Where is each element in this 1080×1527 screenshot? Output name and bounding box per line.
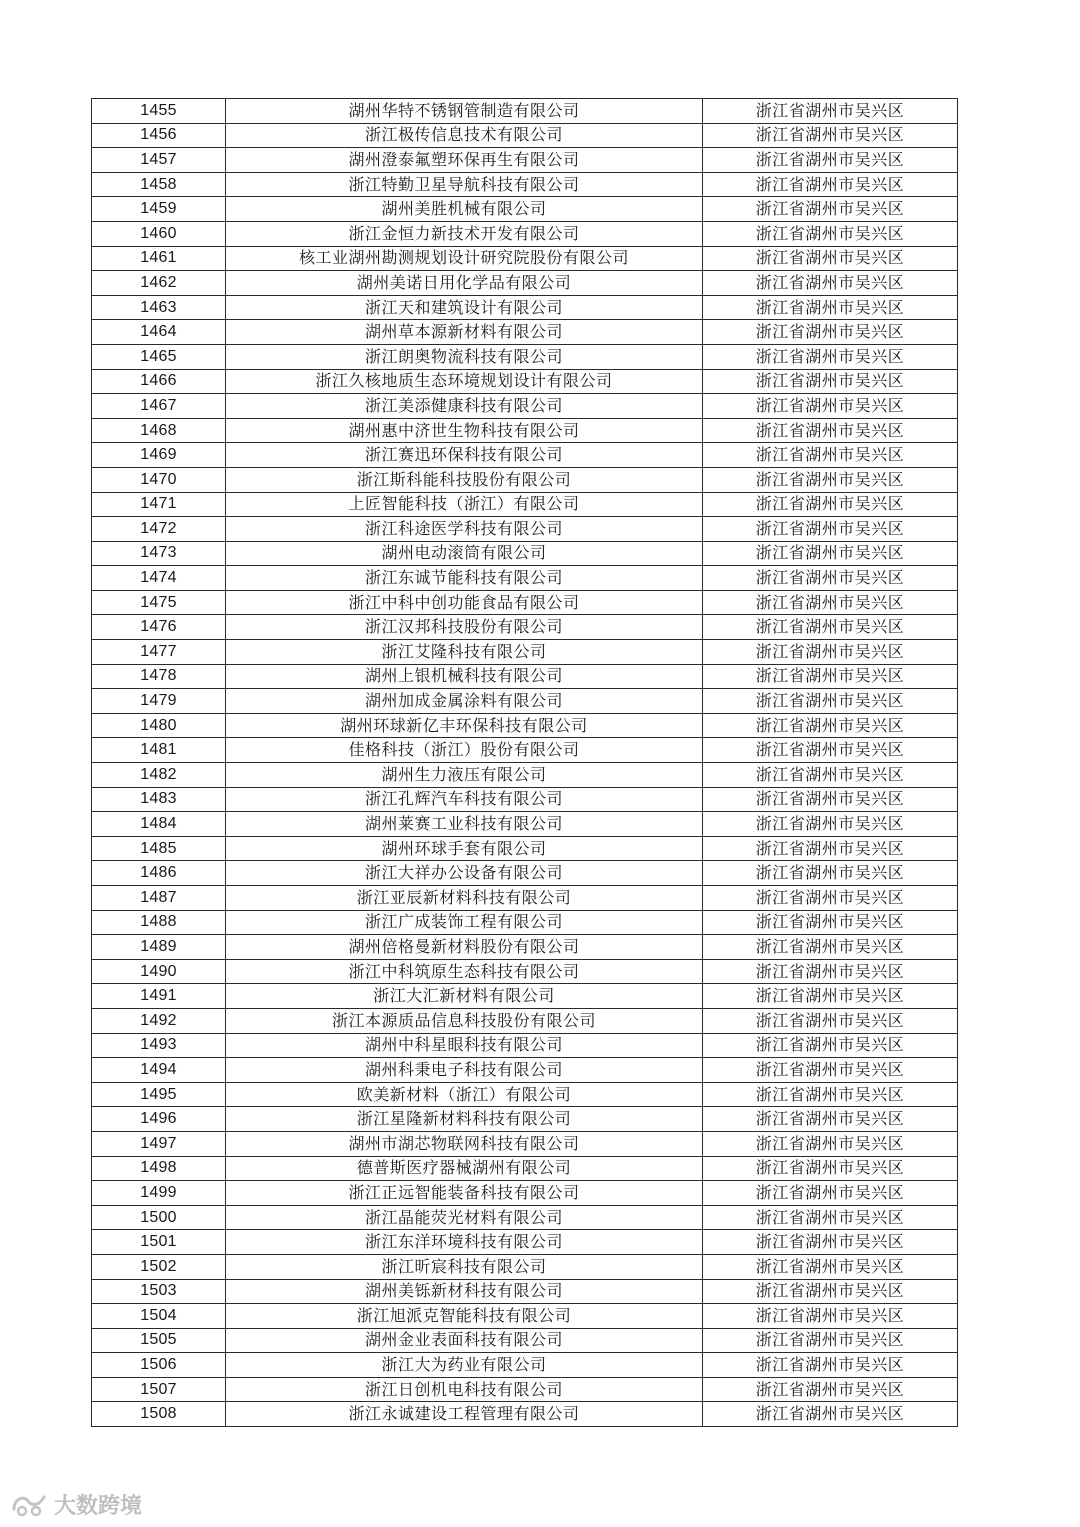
table-row xyxy=(92,910,958,935)
region-cell: 浙江省湖州市吴兴区 xyxy=(703,1279,958,1304)
company-name-cell: 湖州市湖芯物联网科技有限公司 xyxy=(226,1131,703,1156)
company-name-cell: 浙江大汇新材料有限公司 xyxy=(226,984,703,1009)
region-cell: 浙江省湖州市吴兴区 xyxy=(703,1205,958,1230)
region-cell: 浙江省湖州市吴兴区 xyxy=(703,886,958,911)
company-name-cell: 浙江天和建筑设计有限公司 xyxy=(226,295,703,320)
table-row xyxy=(92,320,958,345)
table-row xyxy=(92,664,958,689)
table-row xyxy=(92,369,958,394)
company-name-cell: 湖州美铄新材科技有限公司 xyxy=(226,1279,703,1304)
region-cell: 浙江省湖州市吴兴区 xyxy=(703,172,958,197)
company-name-cell: 浙江广成装饰工程有限公司 xyxy=(226,910,703,935)
company-name-cell: 浙江昕宸科技有限公司 xyxy=(226,1254,703,1279)
region-cell: 浙江省湖州市吴兴区 xyxy=(703,861,958,886)
row-number-cell: 1494 xyxy=(92,1058,226,1083)
company-name-cell: 湖州中科星眼科技有限公司 xyxy=(226,1033,703,1058)
row-number-cell: 1502 xyxy=(92,1254,226,1279)
region-cell: 浙江省湖州市吴兴区 xyxy=(703,1377,958,1402)
company-name-cell: 浙江美添健康科技有限公司 xyxy=(226,394,703,419)
company-name-cell: 湖州环球新亿丰环保科技有限公司 xyxy=(226,713,703,738)
table-row xyxy=(92,148,958,173)
table-row xyxy=(92,123,958,148)
row-number-cell: 1484 xyxy=(92,812,226,837)
region-cell: 浙江省湖州市吴兴区 xyxy=(703,123,958,148)
region-cell: 浙江省湖州市吴兴区 xyxy=(703,197,958,222)
row-number-cell: 1489 xyxy=(92,935,226,960)
table-row xyxy=(92,1008,958,1033)
table-row xyxy=(92,443,958,468)
table-row xyxy=(92,787,958,812)
region-cell: 浙江省湖州市吴兴区 xyxy=(703,738,958,763)
row-number-cell: 1460 xyxy=(92,221,226,246)
company-name-cell: 上匠智能科技（浙江）有限公司 xyxy=(226,492,703,517)
row-number-cell: 1507 xyxy=(92,1377,226,1402)
row-number-cell: 1477 xyxy=(92,640,226,665)
table-row xyxy=(92,886,958,911)
table-row xyxy=(92,1254,958,1279)
row-number-cell: 1483 xyxy=(92,787,226,812)
table-row xyxy=(92,738,958,763)
table-row xyxy=(92,418,958,443)
company-name-cell: 浙江星隆新材料科技有限公司 xyxy=(226,1107,703,1132)
region-cell: 浙江省湖州市吴兴区 xyxy=(703,1033,958,1058)
table-row xyxy=(92,812,958,837)
region-cell: 浙江省湖州市吴兴区 xyxy=(703,1328,958,1353)
row-number-cell: 1458 xyxy=(92,172,226,197)
table-row xyxy=(92,221,958,246)
region-cell: 浙江省湖州市吴兴区 xyxy=(703,1254,958,1279)
table-row xyxy=(92,861,958,886)
row-number-cell: 1486 xyxy=(92,861,226,886)
table-row xyxy=(92,1107,958,1132)
company-name-cell: 浙江金恒力新技术开发有限公司 xyxy=(226,221,703,246)
region-cell: 浙江省湖州市吴兴区 xyxy=(703,910,958,935)
row-number-cell: 1468 xyxy=(92,418,226,443)
company-name-cell: 浙江中科筑原生态科技有限公司 xyxy=(226,959,703,984)
company-name-cell: 浙江正远智能装备科技有限公司 xyxy=(226,1181,703,1206)
company-name-cell: 浙江久核地质生态环境规划设计有限公司 xyxy=(226,369,703,394)
row-number-cell: 1471 xyxy=(92,492,226,517)
row-number-cell: 1500 xyxy=(92,1205,226,1230)
table-row xyxy=(92,1279,958,1304)
table-row xyxy=(92,590,958,615)
table-row xyxy=(92,1082,958,1107)
company-name-cell: 浙江汉邦科技股份有限公司 xyxy=(226,615,703,640)
region-cell: 浙江省湖州市吴兴区 xyxy=(703,664,958,689)
row-number-cell: 1478 xyxy=(92,664,226,689)
table-row xyxy=(92,344,958,369)
row-number-cell: 1455 xyxy=(92,99,226,124)
row-number-cell: 1476 xyxy=(92,615,226,640)
table-row xyxy=(92,467,958,492)
region-cell: 浙江省湖州市吴兴区 xyxy=(703,246,958,271)
table-row xyxy=(92,1058,958,1083)
region-cell: 浙江省湖州市吴兴区 xyxy=(703,418,958,443)
region-cell: 浙江省湖州市吴兴区 xyxy=(703,787,958,812)
company-name-cell: 湖州美胜机械有限公司 xyxy=(226,197,703,222)
company-name-cell: 浙江晶能荧光材料有限公司 xyxy=(226,1205,703,1230)
company-name-cell: 佳格科技（浙江）股份有限公司 xyxy=(226,738,703,763)
region-cell: 浙江省湖州市吴兴区 xyxy=(703,221,958,246)
company-name-cell: 浙江亚辰新材料科技有限公司 xyxy=(226,886,703,911)
table-row xyxy=(92,394,958,419)
row-number-cell: 1466 xyxy=(92,369,226,394)
row-number-cell: 1491 xyxy=(92,984,226,1009)
table-row xyxy=(92,836,958,861)
company-name-cell: 浙江特勤卫星导航科技有限公司 xyxy=(226,172,703,197)
table-row xyxy=(92,1156,958,1181)
company-name-cell: 浙江科途医学科技有限公司 xyxy=(226,517,703,542)
table-row xyxy=(92,1131,958,1156)
watermark xyxy=(10,1491,142,1517)
region-cell: 浙江省湖州市吴兴区 xyxy=(703,369,958,394)
row-number-cell: 1472 xyxy=(92,517,226,542)
table-row xyxy=(92,1304,958,1329)
row-number-cell: 1485 xyxy=(92,836,226,861)
region-cell: 浙江省湖州市吴兴区 xyxy=(703,640,958,665)
region-cell: 浙江省湖州市吴兴区 xyxy=(703,959,958,984)
company-name-cell: 核工业湖州勘测规划设计研究院股份有限公司 xyxy=(226,246,703,271)
region-cell: 浙江省湖州市吴兴区 xyxy=(703,1082,958,1107)
region-cell: 浙江省湖州市吴兴区 xyxy=(703,590,958,615)
row-number-cell: 1495 xyxy=(92,1082,226,1107)
company-name-cell: 浙江本源质品信息科技股份有限公司 xyxy=(226,1008,703,1033)
table-row xyxy=(92,1205,958,1230)
region-cell: 浙江省湖州市吴兴区 xyxy=(703,320,958,345)
table-row xyxy=(92,689,958,714)
company-name-cell: 浙江大为药业有限公司 xyxy=(226,1353,703,1378)
table-row xyxy=(92,763,958,788)
table-row xyxy=(92,935,958,960)
row-number-cell: 1501 xyxy=(92,1230,226,1255)
table-row xyxy=(92,566,958,591)
row-number-cell: 1499 xyxy=(92,1181,226,1206)
region-cell: 浙江省湖州市吴兴区 xyxy=(703,295,958,320)
region-cell: 浙江省湖州市吴兴区 xyxy=(703,99,958,124)
row-number-cell: 1464 xyxy=(92,320,226,345)
table-row xyxy=(92,295,958,320)
table-row xyxy=(92,1353,958,1378)
row-number-cell: 1492 xyxy=(92,1008,226,1033)
region-cell: 浙江省湖州市吴兴区 xyxy=(703,984,958,1009)
table-row xyxy=(92,1377,958,1402)
company-name-cell: 湖州华特不锈钢管制造有限公司 xyxy=(226,99,703,124)
region-cell: 浙江省湖州市吴兴区 xyxy=(703,566,958,591)
region-cell: 浙江省湖州市吴兴区 xyxy=(703,467,958,492)
row-number-cell: 1504 xyxy=(92,1304,226,1329)
region-cell: 浙江省湖州市吴兴区 xyxy=(703,1402,958,1427)
table-row xyxy=(92,640,958,665)
company-name-cell: 湖州澄泰氟塑环保再生有限公司 xyxy=(226,148,703,173)
company-name-cell: 湖州惠中济世生物科技有限公司 xyxy=(226,418,703,443)
row-number-cell: 1493 xyxy=(92,1033,226,1058)
region-cell: 浙江省湖州市吴兴区 xyxy=(703,812,958,837)
region-cell: 浙江省湖州市吴兴区 xyxy=(703,148,958,173)
region-cell: 浙江省湖州市吴兴区 xyxy=(703,689,958,714)
region-cell: 浙江省湖州市吴兴区 xyxy=(703,492,958,517)
region-cell: 浙江省湖州市吴兴区 xyxy=(703,1107,958,1132)
row-number-cell: 1488 xyxy=(92,910,226,935)
table-row xyxy=(92,246,958,271)
region-cell: 浙江省湖州市吴兴区 xyxy=(703,1156,958,1181)
table-body xyxy=(92,99,958,1427)
table-row xyxy=(92,517,958,542)
region-cell: 浙江省湖州市吴兴区 xyxy=(703,1058,958,1083)
row-number-cell: 1474 xyxy=(92,566,226,591)
region-cell: 浙江省湖州市吴兴区 xyxy=(703,517,958,542)
company-name-cell: 浙江斯科能科技股份有限公司 xyxy=(226,467,703,492)
row-number-cell: 1482 xyxy=(92,763,226,788)
row-number-cell: 1498 xyxy=(92,1156,226,1181)
row-number-cell: 1470 xyxy=(92,467,226,492)
region-cell: 浙江省湖州市吴兴区 xyxy=(703,763,958,788)
region-cell: 浙江省湖州市吴兴区 xyxy=(703,344,958,369)
row-number-cell: 1475 xyxy=(92,590,226,615)
row-number-cell: 1473 xyxy=(92,541,226,566)
table-row xyxy=(92,99,958,124)
table-row xyxy=(92,492,958,517)
row-number-cell: 1503 xyxy=(92,1279,226,1304)
table-row xyxy=(92,271,958,296)
row-number-cell: 1490 xyxy=(92,959,226,984)
company-list-table xyxy=(91,98,958,1427)
company-name-cell: 浙江孔辉汽车科技有限公司 xyxy=(226,787,703,812)
company-name-cell: 德普斯医疗器械湖州有限公司 xyxy=(226,1156,703,1181)
company-name-cell: 浙江赛迅环保科技有限公司 xyxy=(226,443,703,468)
company-name-cell: 浙江东洋环境科技有限公司 xyxy=(226,1230,703,1255)
row-number-cell: 1461 xyxy=(92,246,226,271)
row-number-cell: 1496 xyxy=(92,1107,226,1132)
table-row xyxy=(92,1328,958,1353)
row-number-cell: 1479 xyxy=(92,689,226,714)
region-cell: 浙江省湖州市吴兴区 xyxy=(703,935,958,960)
row-number-cell: 1469 xyxy=(92,443,226,468)
table-row xyxy=(92,197,958,222)
row-number-cell: 1508 xyxy=(92,1402,226,1427)
company-name-cell: 湖州莱赛工业科技有限公司 xyxy=(226,812,703,837)
table-row xyxy=(92,615,958,640)
row-number-cell: 1459 xyxy=(92,197,226,222)
company-name-cell: 浙江中科中创功能食品有限公司 xyxy=(226,590,703,615)
table-row xyxy=(92,1181,958,1206)
region-cell: 浙江省湖州市吴兴区 xyxy=(703,836,958,861)
company-name-cell: 浙江极传信息技术有限公司 xyxy=(226,123,703,148)
table-row xyxy=(92,1230,958,1255)
watermark-text: 大数跨境 xyxy=(54,1493,143,1519)
region-cell: 浙江省湖州市吴兴区 xyxy=(703,615,958,640)
row-number-cell: 1481 xyxy=(92,738,226,763)
row-number-cell: 1465 xyxy=(92,344,226,369)
company-name-cell: 浙江东诚节能科技有限公司 xyxy=(226,566,703,591)
company-name-cell: 湖州美诺日用化学品有限公司 xyxy=(226,271,703,296)
table-row xyxy=(92,1402,958,1427)
row-number-cell: 1462 xyxy=(92,271,226,296)
company-name-cell: 浙江艾隆科技有限公司 xyxy=(226,640,703,665)
region-cell: 浙江省湖州市吴兴区 xyxy=(703,443,958,468)
company-name-cell: 湖州倍格曼新材料股份有限公司 xyxy=(226,935,703,960)
region-cell: 浙江省湖州市吴兴区 xyxy=(703,1008,958,1033)
table-row xyxy=(92,713,958,738)
watermark-logo-icon xyxy=(10,1491,50,1517)
company-name-cell: 浙江大祥办公设备有限公司 xyxy=(226,861,703,886)
company-name-cell: 湖州生力液压有限公司 xyxy=(226,763,703,788)
region-cell: 浙江省湖州市吴兴区 xyxy=(703,394,958,419)
company-name-cell: 浙江朗奥物流科技有限公司 xyxy=(226,344,703,369)
company-name-cell: 湖州加成金属涂料有限公司 xyxy=(226,689,703,714)
table-row xyxy=(92,172,958,197)
company-name-cell: 湖州上银机械科技有限公司 xyxy=(226,664,703,689)
row-number-cell: 1457 xyxy=(92,148,226,173)
row-number-cell: 1467 xyxy=(92,394,226,419)
table-row xyxy=(92,959,958,984)
table-row xyxy=(92,984,958,1009)
company-name-cell: 湖州环球手套有限公司 xyxy=(226,836,703,861)
row-number-cell: 1506 xyxy=(92,1353,226,1378)
region-cell: 浙江省湖州市吴兴区 xyxy=(703,1181,958,1206)
row-number-cell: 1487 xyxy=(92,886,226,911)
company-name-cell: 湖州电动滚筒有限公司 xyxy=(226,541,703,566)
table-row xyxy=(92,541,958,566)
region-cell: 浙江省湖州市吴兴区 xyxy=(703,1230,958,1255)
row-number-cell: 1480 xyxy=(92,713,226,738)
region-cell: 浙江省湖州市吴兴区 xyxy=(703,1353,958,1378)
region-cell: 浙江省湖州市吴兴区 xyxy=(703,1131,958,1156)
row-number-cell: 1456 xyxy=(92,123,226,148)
company-name-cell: 湖州草本源新材料有限公司 xyxy=(226,320,703,345)
row-number-cell: 1505 xyxy=(92,1328,226,1353)
company-name-cell: 欧美新材料（浙江）有限公司 xyxy=(226,1082,703,1107)
region-cell: 浙江省湖州市吴兴区 xyxy=(703,713,958,738)
company-name-cell: 浙江日创机电科技有限公司 xyxy=(226,1377,703,1402)
company-name-cell: 湖州金业表面科技有限公司 xyxy=(226,1328,703,1353)
region-cell: 浙江省湖州市吴兴区 xyxy=(703,541,958,566)
company-name-cell: 浙江永诚建设工程管理有限公司 xyxy=(226,1402,703,1427)
table-row xyxy=(92,1033,958,1058)
region-cell: 浙江省湖州市吴兴区 xyxy=(703,1304,958,1329)
company-name-cell: 浙江旭派克智能科技有限公司 xyxy=(226,1304,703,1329)
row-number-cell: 1497 xyxy=(92,1131,226,1156)
row-number-cell: 1463 xyxy=(92,295,226,320)
company-name-cell: 湖州科秉电子科技有限公司 xyxy=(226,1058,703,1083)
region-cell: 浙江省湖州市吴兴区 xyxy=(703,271,958,296)
